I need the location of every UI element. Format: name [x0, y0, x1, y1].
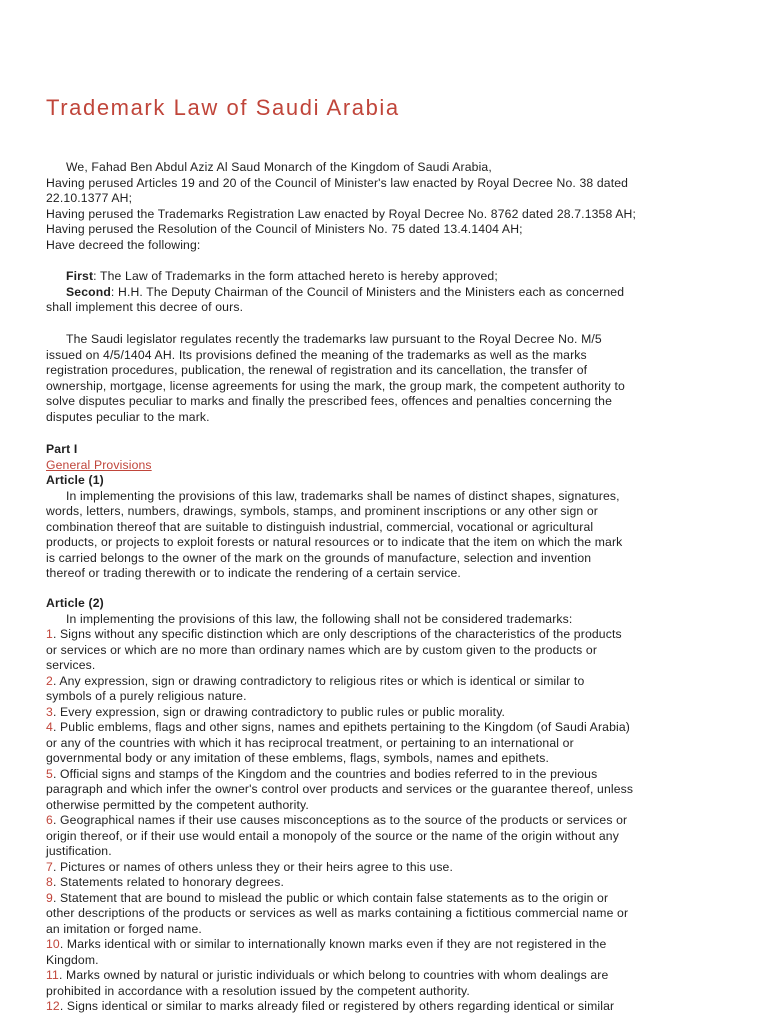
preamble-line: Having perused the Trademarks Registration Law enacted by Royal Decree No. 8762 dated 28.7.1358 AH;	[46, 206, 637, 221]
list-item: 11. Marks owned by natural or juristic individuals or which belong to countries with whom dealings are	[46, 968, 609, 982]
article-1-line: words, letters, numbers, drawings, symbols, stamps, and prominent inscriptions or any other sign or	[46, 504, 599, 518]
list-item-cont: an imitation or forged name.	[46, 921, 202, 936]
intro-line: disputes peculiar to the mark.	[46, 409, 210, 424]
list-item: 1. Signs without any specific distinction which are only descriptions of the characteristics of the products	[46, 627, 622, 641]
preamble-line: Having perused the Resolution of the Council of Ministers No. 75 dated 13.4.1404 AH;	[46, 222, 523, 236]
list-item-cont: or services or which are no more than ordinary names which are by custom given to the products or	[46, 642, 598, 657]
first-text: : The Law of Trademarks in the form attached hereto is hereby approved;	[93, 269, 498, 283]
article-1-line: combination thereof that are suitable to distinguish industrial, commercial, vocational or agricultural	[46, 519, 594, 534]
list-item: 7. Pictures or names of others unless they or their heirs agree to this use.	[46, 859, 454, 874]
article-1-line: products, or projects to exploit forests or natural resources or to indicate that the item on which the mark	[46, 535, 623, 549]
second-label: Second	[66, 284, 111, 299]
article-2-lead: In implementing the provisions of this law, the following shall not be considered trademarks:	[66, 611, 573, 626]
intro-paragraph	[46, 332, 736, 425]
list-item-cont: or any of the countries with which it has reciprocal treatment, or pertaining to an international or	[46, 735, 574, 750]
list-item: 12. Signs identical or similar to marks already filed or registered by others regarding identical or similar	[46, 999, 615, 1013]
list-item: 4. Public emblems, flags and other signs, names and epithets pertaining to the Kingdom (of Saudi Arabia)	[46, 720, 631, 734]
part-one	[46, 442, 736, 582]
list-item-cont: paragraph and which infer the owner's control over products and services or the guarantee thereof, unless	[46, 782, 634, 796]
intro-line: solve disputes peculiar to marks and finally the prescribed fees, offences and penalties concerning the	[46, 394, 613, 408]
article-2-heading: Article (2)	[46, 596, 104, 610]
list-item: 8. Statements related to honorary degrees.	[46, 875, 285, 889]
article-2	[46, 596, 736, 1015]
article-1-line: is carried belongs to the owner of the mark on the grounds of manufacture, selection and invention	[46, 550, 592, 565]
preamble	[46, 160, 736, 253]
preamble-line: 22.10.1377 AH;	[46, 191, 133, 205]
list-item: 2. Any expression, sign or drawing contradictory to religious rites or which is identical or similar to	[46, 673, 585, 688]
part-heading: Part I	[46, 442, 78, 456]
intro-line: The Saudi legislator regulates recently the trademarks law pursuant to the Royal Decree No. M/5	[66, 332, 602, 346]
list-item-cont: prohibited in accordance with a resolution issued by the competent authority.	[46, 983, 470, 998]
list-item-cont: justification.	[46, 844, 112, 858]
list-item: 3. Every expression, sign or drawing contradictory to public rules or public morality.	[46, 704, 506, 719]
second-clause-cont: shall implement this decree of ours.	[46, 300, 244, 314]
list-item: 10. Marks identical with or similar to internationally known marks even if they are not registered in the	[46, 937, 607, 951]
list-item-cont: governmental body or any imitation of these emblems, flags, symbols, names and epithets.	[46, 751, 549, 765]
second-clause	[46, 285, 736, 301]
list-item: 5. Official signs and stamps of the Kingdom and the countries and bodies referred to in the previous	[46, 766, 598, 781]
list-item: 6. Geographical names if their use causes misconceptions as to the source of the products or services or	[46, 813, 628, 827]
intro-line: issued on 4/5/1404 AH. Its provisions defined the meaning of the trademarks as well as the marks	[46, 347, 587, 362]
article-1-heading: Article (1)	[46, 473, 104, 487]
intro-line: registration procedures, publication, the renewal of registration and its cancellation, the transfer of	[46, 363, 588, 377]
list-item-cont: services.	[46, 658, 96, 672]
first-clause	[46, 269, 736, 285]
list-item-cont: otherwise permitted by the competent authority.	[46, 797, 309, 812]
article-1-line: thereof or trading therewith or to indicate the rendering of a certain service.	[46, 566, 461, 580]
list-item-cont: origin thereof, or if their use would entail a monopoly of the source or the name of the origin without any	[46, 828, 619, 843]
first-label: First	[66, 269, 94, 283]
list-item-cont: other descriptions of the products or services as well as marks containing a fictitious commercial name or	[46, 906, 629, 920]
preamble-line: Have decreed the following:	[46, 237, 201, 252]
preamble-line: We, Fahad Ben Abdul Aziz Al Saud Monarch of the Kingdom of Saudi Arabia,	[66, 160, 492, 174]
list-item-cont: symbols of a purely religious nature.	[46, 689, 247, 703]
decree-clauses	[46, 269, 736, 316]
page-title: Trademark Law of Saudi Arabia	[46, 95, 400, 120]
article-1-line: In implementing the provisions of this law, trademarks shall be names of distinct shapes, signatures,	[66, 488, 620, 503]
list-item-cont: Kingdom.	[46, 952, 99, 967]
list-item: 9. Statement that are bound to mislead the public or which contain false statements as to the origin or	[46, 890, 609, 905]
second-text: : H.H. The Deputy Chairman of the Council of Ministers and the Ministers each as concerned	[110, 284, 625, 299]
intro-line: ownership, mortgage, license agreements for using the mark, the group mark, the competent authority to	[46, 378, 625, 393]
preamble-line: Having perused Articles 19 and 20 of the Council of Minister's law enacted by Royal Decree No. 38 dated	[46, 175, 629, 190]
general-provisions-link[interactable]: General Provisions	[46, 457, 152, 472]
